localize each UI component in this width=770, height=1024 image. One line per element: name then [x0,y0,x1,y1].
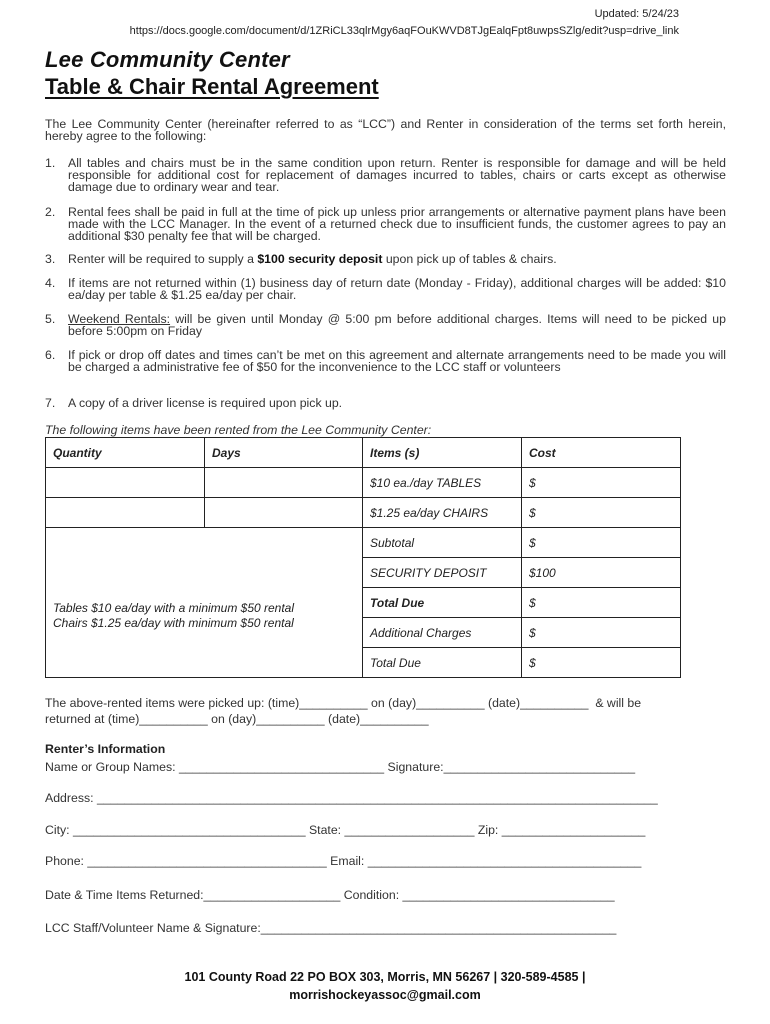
updated-date: Updated: 5/24/23 [594,8,679,20]
cost-cell[interactable]: $ [522,588,681,618]
page-title: Lee Community Center [45,47,290,72]
days-tables-cell[interactable] [205,468,363,498]
deposit-amount: $100 security deposit [257,252,383,266]
footer-address: 101 County Road 22 PO BOX 303, Morris, MN 56267 | 320-589-4585 | [184,970,586,984]
term-text: Rental fees shall be paid in full at the time of pick up unless prior arrangements or alternative payment plans have been made with the LCC Manager. In the event of a returned check due to insufficient funds, the customer agrees to pay an additional $30 penalty fee that will be charged. [68,205,726,243]
item-cell: SECURITY DEPOSIT [363,558,522,588]
phone-email-field[interactable]: Phone: ___________________________________ Email: ________________________________________ [45,854,642,868]
term-text: All tables and chairs must be in the same condition upon return. Renter is responsible for damage and will be held responsible for additional cost for replacement of damages incurred to tables, chairs or carts except as otherwise damage due to ordinary wear and tear. [68,156,726,194]
pickup-line-2[interactable]: returned at (time)__________ on (day)__________ (date)__________ [45,712,429,726]
header-quantity: Quantity [46,438,205,468]
header-cost: Cost [522,438,681,468]
header-days: Days [205,438,363,468]
cost-cell[interactable]: $ [522,528,681,558]
term-4 [45,277,726,301]
footer-email[interactable]: morrishockeyassoc@gmail.com [289,988,481,1002]
intro-paragraph: The Lee Community Center (hereinafter referred to as “LCC”) and Renter in consideration of the terms set forth herein, hereby agree to the following: [45,117,726,143]
table-header-row [46,438,681,468]
item-cell: Additional Charges [363,618,522,648]
term-5 [45,313,726,337]
days-chairs-cell[interactable] [205,498,363,528]
term-2 [45,206,726,242]
pricing-note [46,528,363,678]
item-cell: $1.25 ea/day CHAIRS [363,498,522,528]
rental-table [45,437,681,678]
term-number: 4. [45,276,56,290]
term-number: 7. [45,396,56,410]
item-cell: Total Due [363,648,522,678]
term-7 [45,397,726,409]
term-1 [45,157,726,193]
term-3 [45,253,726,265]
pricing-note-tables: Tables $10 ea/day with a minimum $50 rental [53,600,295,615]
term-text: Weekend Rentals: will be given until Monday @ 5:00 pm before additional charges. Items will need to be picked up before 5:00pm on Friday [68,312,726,338]
document-url: https://docs.google.com/document/d/1ZRiCL33qlrMgy6aqFOuKWVD8TJgEalqFpt8uwpsSZlg/edit?usp=drive_link [129,25,679,37]
renter-info-heading: Renter’s Information [45,742,166,756]
term-number: 1. [45,156,56,170]
term-text: Renter will be required to supply a $100 security deposit upon pick up of tables & chairs. [68,252,557,266]
address-field[interactable]: Address: __________________________________________________________________________________ [45,791,658,805]
pickup-line-1[interactable]: The above-rented items were picked up: (time)__________ on (day)__________ (date)__________ & will be [45,696,642,710]
cost-cell[interactable]: $ [522,498,681,528]
pricing-note-chairs: Chairs $1.25 ea/day with minimum $50 rental [53,615,294,630]
item-cell: Subtotal [363,528,522,558]
quantity-chairs-cell[interactable] [46,498,205,528]
return-condition-field[interactable]: Date & Time Items Returned:____________________ Condition: _______________________________ [45,888,615,902]
weekend-rentals-label: Weekend Rentals: [68,312,171,326]
cost-cell[interactable]: $ [522,468,681,498]
term-text: If items are not returned within (1) business day of return date (Monday - Friday), additional charges will be added: $10 ea/day per table & $1.25 ea/day per chair. [68,276,726,302]
quantity-tables-cell[interactable] [46,468,205,498]
header-items: Items (s) [363,438,522,468]
item-cell: Total Due [363,588,522,618]
page-subtitle: Table & Chair Rental Agreement [45,74,379,99]
term-6 [45,349,726,373]
item-cell: $10 ea./day TABLES [363,468,522,498]
table-row [46,498,681,528]
name-signature-field[interactable]: Name or Group Names: ______________________________ Signature:____________________________ [45,760,636,774]
term-number: 2. [45,205,56,219]
cost-cell[interactable]: $ [522,618,681,648]
table-row [46,468,681,498]
term-number: 6. [45,348,56,362]
term-number: 3. [45,252,56,266]
term-text: A copy of a driver license is required upon pick up. [68,396,343,410]
city-state-zip-field[interactable]: City: __________________________________ State: ___________________ Zip: _____________________ [45,823,646,837]
table-caption: The following items have been rented from the Lee Community Center: [45,423,432,437]
cost-cell[interactable]: $ [522,648,681,678]
term-number: 5. [45,312,56,326]
staff-signature-field[interactable]: LCC Staff/Volunteer Name & Signature:____________________________________________________ [45,921,617,935]
cost-cell: $100 [522,558,681,588]
term-text: If pick or drop off dates and times can’t be met on this agreement and alternate arrangements need to be made you will be charged a administrative fee of $50 for the inconvenience to the LCC staff or volunteers [68,348,726,374]
table-row [46,528,681,558]
